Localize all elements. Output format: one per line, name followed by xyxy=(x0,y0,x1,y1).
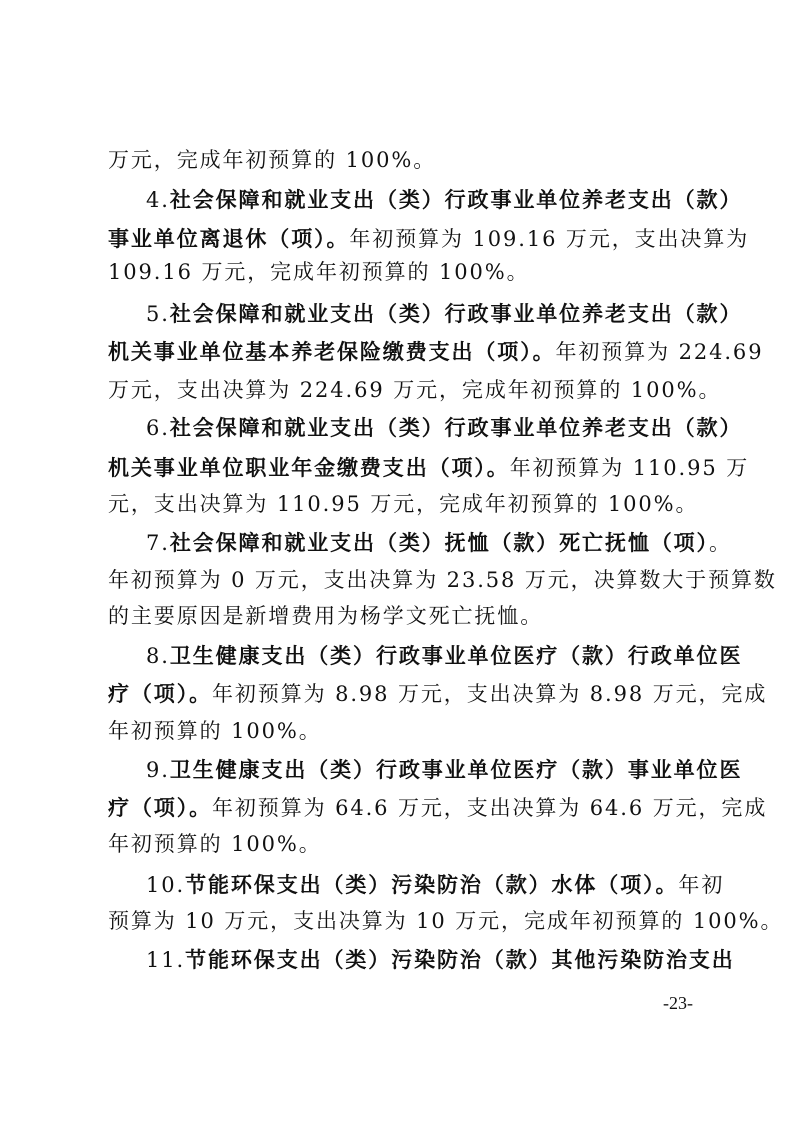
body-text: 年初预算为 109.16 万元，支出决算为 xyxy=(349,227,750,251)
bold-heading-text: 节能环保支出（类）污染防治（款）水体（项）。 xyxy=(185,873,679,897)
text-line xyxy=(146,187,743,213)
text-line xyxy=(146,643,743,669)
bold-heading-text: 事业单位离退休（项）。 xyxy=(108,227,350,251)
text-line xyxy=(146,872,725,898)
body-text: 。 xyxy=(708,531,732,555)
body-text: 年初预算的 100%。 xyxy=(108,719,322,743)
body-text: 年初预算为 0 万元，支出决算为 23.58 万元，决算数大于预算数 xyxy=(108,568,777,592)
page-number: -23- xyxy=(663,993,693,1013)
body-text: 年初预算的 100%。 xyxy=(108,832,322,856)
text-line xyxy=(146,415,743,441)
body-text: 年初 xyxy=(678,873,725,897)
body-text: 年初预算为 110.95 万 xyxy=(509,456,750,480)
bold-heading-text: 机关事业单位基本养老保险缴费支出（项）。 xyxy=(108,340,556,364)
body-text: 7. xyxy=(146,531,170,555)
text-line xyxy=(108,718,690,744)
body-text: 的主要原因是新增费用为杨学文死亡抚恤。 xyxy=(108,604,544,628)
text-line xyxy=(108,831,690,857)
bold-heading-text: 社会保障和就业支出（类）抚恤（款）死亡抚恤（项） xyxy=(169,531,709,555)
text-line xyxy=(108,259,690,285)
text-line xyxy=(108,681,768,707)
text-line xyxy=(108,147,690,173)
body-text: 万元，支出决算为 224.69 万元，完成年初预算的 100%。 xyxy=(108,378,722,402)
body-text: 年初预算为 64.6 万元，支出决算为 64.6 万元，完成 xyxy=(212,796,768,820)
text-line xyxy=(108,226,750,252)
text-line xyxy=(108,567,777,593)
body-text: 5. xyxy=(146,302,170,326)
body-text: 11. xyxy=(146,948,186,972)
body-text: 6. xyxy=(146,416,170,440)
bold-heading-text: 社会保障和就业支出（类）行政事业单位养老支出（款） xyxy=(169,416,743,440)
bold-heading-text: 卫生健康支出（类）行政事业单位医疗（款）事业单位医 xyxy=(169,758,743,782)
text-line xyxy=(146,757,743,783)
text-line xyxy=(146,530,732,556)
body-text: 年初预算为 8.98 万元，支出决算为 8.98 万元，完成 xyxy=(212,682,768,706)
text-line xyxy=(146,947,735,973)
text-line xyxy=(108,603,690,629)
text-line xyxy=(108,377,722,403)
bold-heading-text: 疗（项）。 xyxy=(108,682,212,706)
text-line xyxy=(108,455,750,481)
body-text: 预算为 10 万元，支出决算为 10 万元，完成年初预算的 100%。 xyxy=(108,909,784,933)
body-text: 10. xyxy=(146,873,186,897)
text-line xyxy=(108,908,784,934)
bold-heading-text: 机关事业单位职业年金缴费支出（项）。 xyxy=(108,456,510,480)
text-line xyxy=(108,339,764,365)
body-text: 9. xyxy=(146,758,170,782)
bold-heading-text: 社会保障和就业支出（类）行政事业单位养老支出（款） xyxy=(169,302,743,326)
bold-heading-text: 卫生健康支出（类）行政事业单位医疗（款）行政单位医 xyxy=(169,644,743,668)
text-line xyxy=(108,491,699,517)
bold-heading-text: 节能环保支出（类）污染防治（款）其他污染防治支出 xyxy=(185,948,735,972)
body-text: 万元，完成年初预算的 100%。 xyxy=(108,148,437,172)
text-line xyxy=(146,301,743,327)
text-line xyxy=(108,795,768,821)
body-text: 元，支出决算为 110.95 万元，完成年初预算的 100%。 xyxy=(108,492,699,516)
body-text: 8. xyxy=(146,644,170,668)
body-text: 109.16 万元，完成年初预算的 100%。 xyxy=(108,260,530,284)
bold-heading-text: 社会保障和就业支出（类）行政事业单位养老支出（款） xyxy=(169,188,743,212)
bold-heading-text: 疗（项）。 xyxy=(108,796,212,820)
body-text: 年初预算为 224.69 xyxy=(555,340,764,364)
body-text: 4. xyxy=(146,188,170,212)
